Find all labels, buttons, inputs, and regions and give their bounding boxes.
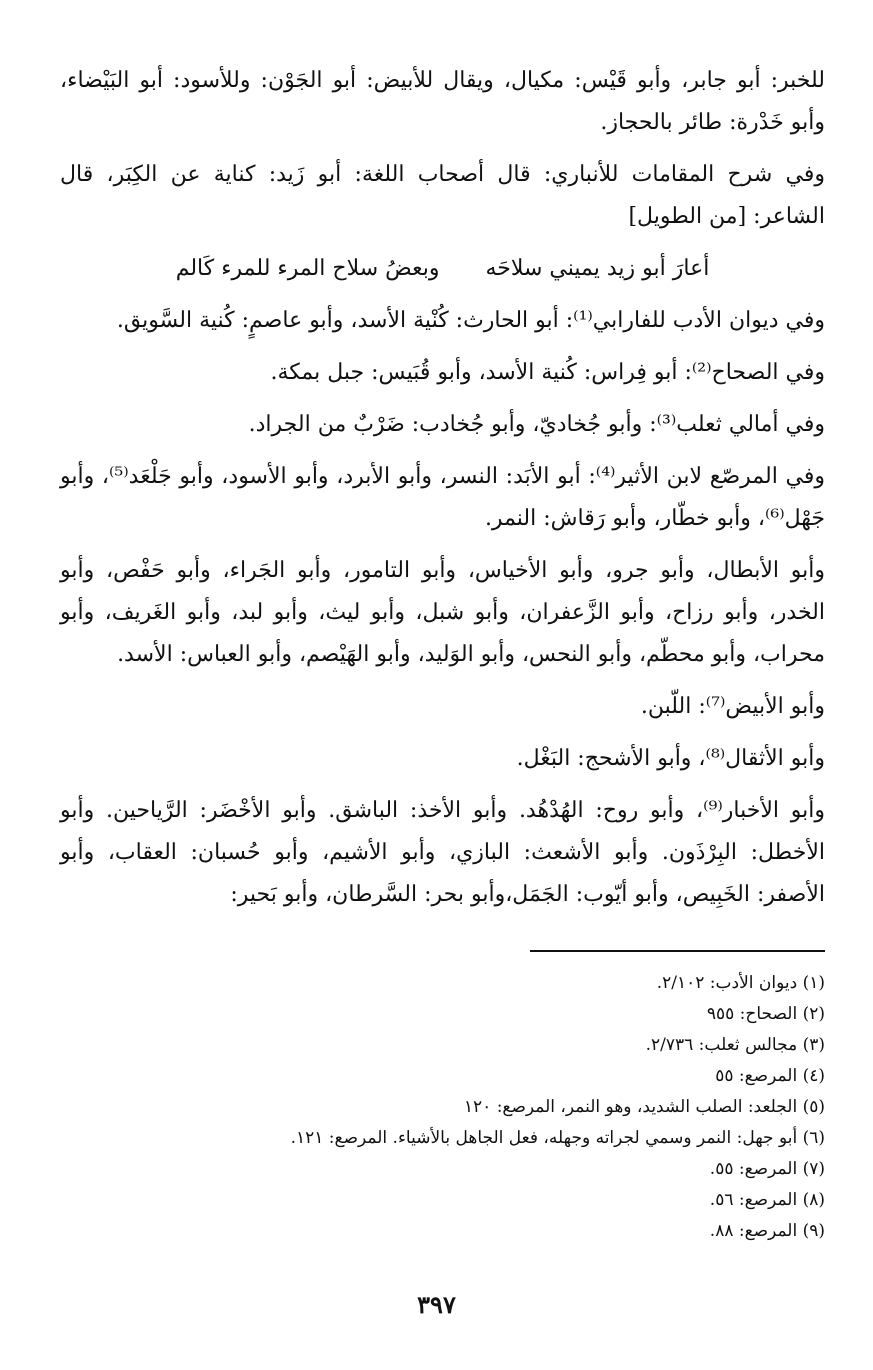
paragraph: للخبر: أبو جابر، وأبو قَيْس: مكيال، ويقال للأبيض: أبو الجَوْن: وللأسود: أبو البَيْضاء، وأبو خَدْرة: طائر بالحجاز. (60, 68, 825, 135)
footnote: (٥) الجلعد: الصلب الشديد، وهو النمر، المرصع: ١٢٠ (463, 1097, 825, 1117)
footnote: (٤) المرصع: ٥٥ (715, 1066, 825, 1086)
footnote: (٧) المرصع: ٥٥. (709, 1159, 825, 1179)
footnote: (٦) أبو جهل: النمر وسمي لجراته وجهله، فعل الجاهل بالأشياء. المرصع: ١٢١. (290, 1128, 825, 1148)
main-text (60, 60, 825, 916)
footnote: (٨) المرصع: ٥٦. (709, 1190, 825, 1210)
footnote: (٩) المرصع: ٨٨. (709, 1221, 825, 1241)
page-number: ٣٩٧ (417, 1290, 456, 1319)
verse-first-hemistich: أعارَ أبو زيد يميني سلاحَه (485, 256, 710, 281)
footnote-divider (530, 950, 825, 952)
footnotes-list (60, 968, 825, 1247)
paragraph: وفي الصحاح⁽²⁾: أبو فِراس: كُنية الأسد، وأبو قُبَيس: جبل بمكة. (270, 360, 825, 385)
footnote: (٢) الصحاح: ٩٥٥ (706, 1004, 825, 1024)
paragraph: وأبو الأبيض⁽⁷⁾: اللّبن. (640, 694, 825, 719)
verse-second-hemistich: وبعضُ سلاح المرء للمرء كَالم (175, 256, 440, 281)
footnote: (٣) مجالس ثعلب: ٢/٧٣٦. (645, 1035, 825, 1055)
poetry-verse (60, 248, 825, 290)
paragraph: وفي أمالي ثعلب⁽³⁾: وأبو جُخاديّ، وأبو جُخادب: ضَرْبٌ من الجراد. (248, 412, 825, 437)
paragraph: وأبو الأبطال، وأبو جرو، وأبو الأخياس، وأبو التامور، وأبو الجَراء، وأبو حَفْص، وأبو الخدر، وأبو رزاح، وأبو الزَّعفران، وأبو شبل، وأبو ليث، وأبو لبد، وأبو الغَريف، وأبو محراب، وأبو محطّم، وأبو النحس، وأبو الوَليد، وأبو الهَيْصم، وأبو العباس: الأسد. (60, 558, 825, 667)
footnote: (١) ديوان الأدب: ٢/١٠٢. (656, 973, 825, 993)
paragraph: وأبو الأخبار⁽⁹⁾، وأبو روح: الهُدْهُد. وأبو الأخذ: الباشق. وأبو الأخْضَر: الرَّياحين. وأبو الأخطل: البِرْذَون. وأبو الأشعث: البازي، وأبو الأشيم، وأبو حُسبان: العقاب، وأبو الأصفر: الخَبِيص، وأبو أيّوب: الجَمَل،وأبو بحر: السَّرطان، وأبو بَحير: (60, 798, 825, 907)
paragraph: وفي المرصّع لابن الأثير⁽⁴⁾: أبو الأبَد: النسر، وأبو الأبرد، وأبو الأسود، وأبو جَلْعَد⁽⁵⁾، وأبو جَهْل⁽⁶⁾، وأبو خطّار، وأبو رَقاش: النمر. (60, 464, 825, 531)
paragraph: وفي شرح المقامات للأنباري: قال أصحاب اللغة: أبو زَيد: كناية عن الكِبَر، قال الشاعر: [من الطويل] (60, 162, 825, 229)
paragraph: وأبو الأثقال⁽⁸⁾، وأبو الأشحج: البَغْل. (516, 746, 825, 771)
paragraph: وفي ديوان الأدب للفارابي⁽¹⁾: أبو الحارث: كُنْية الأسد، وأبو عاصمٍ: كُنية السَّويق. (116, 308, 825, 333)
